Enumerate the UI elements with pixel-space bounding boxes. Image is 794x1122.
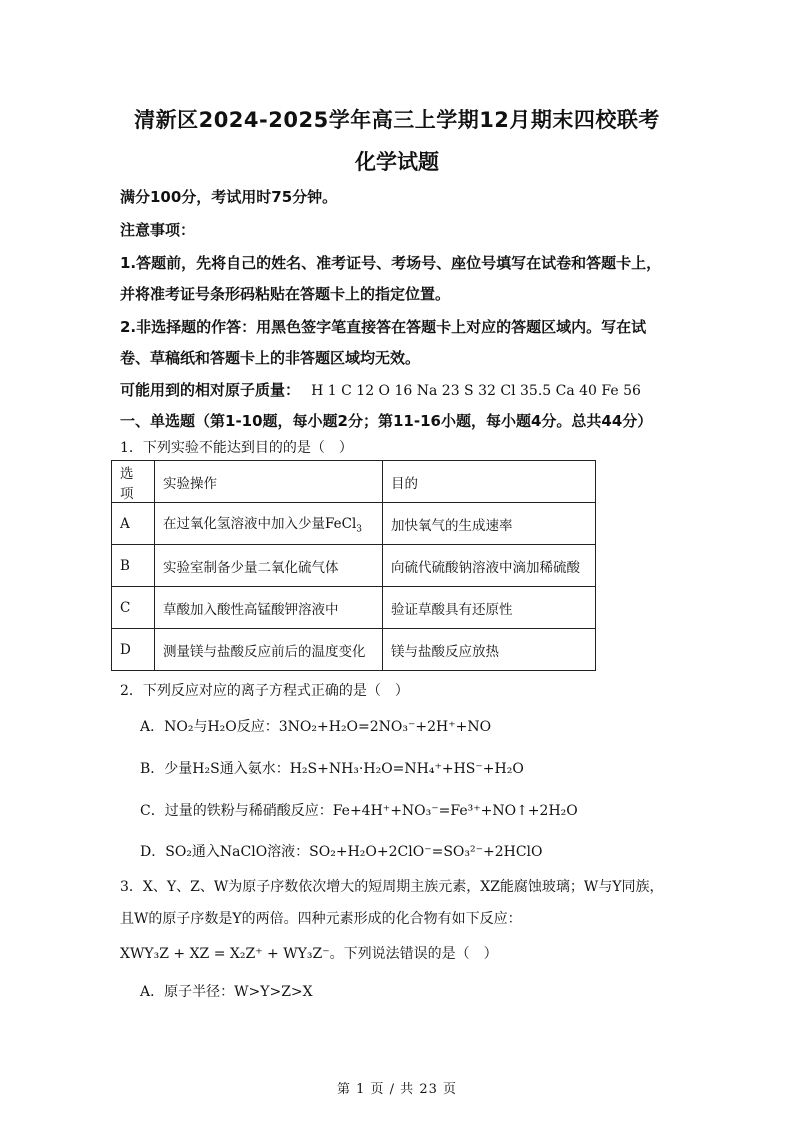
q3-option-a: A．原子半径：W>Y>Z>X [140, 984, 313, 1000]
table-row [112, 587, 596, 629]
q2-option-c: C．过量的铁粉与稀硝酸反应：Fe+4H⁺+NO₃⁻=Fe³⁺+NO↑+2H₂O [140, 803, 578, 819]
question-3-line1: 3．X、Y、Z、W为原子序数依次增大的短周期主族元素，XZ能腐蚀玻璃；W与Y同族， [120, 879, 664, 895]
row-purpose: 向硫代硫酸钠溶液中滴加稀硫酸 [383, 545, 596, 587]
header-operation: 实验操作 [155, 461, 383, 503]
atomic-mass-values: H 1 C 12 O 16 Na 23 S 32 Cl 35.5 Ca 40 Fe 56 [311, 383, 641, 399]
row-option: D [112, 629, 155, 671]
row-operation: 在过氧化氢溶液中加入少量FeCl$_3$ [155, 503, 383, 545]
notes-heading: 注意事项： [120, 221, 196, 239]
section-heading: 一、单选题（第1-10题，每小题2分；第11-16小题，每小题4分。总共44分） [120, 412, 653, 430]
header-purpose: 目的 [383, 461, 596, 503]
q2-option-a: A．NO₂与H₂O反应：3NO₂+H₂O=2NO₃⁻+2H⁺+NO [140, 719, 492, 735]
row-operation: 草酸加入酸性高锰酸钾溶液中 [155, 587, 383, 629]
score-info: 满分100分，考试用时75分钟。 [120, 188, 338, 206]
question-1-stem: 1．下列实验不能达到目的的是（ ） [120, 440, 353, 456]
note2-line1: 2.非选择题的作答：用黑色签字笔直接答在答题卡上对应的答题区域内。写在试 [120, 318, 647, 336]
row-purpose: 加快氧气的生成速率 [383, 503, 596, 545]
page-footer: 第 1 页 / 共 23 页 [337, 1082, 457, 1097]
question-2-stem: 2．下列反应对应的离子方程式正确的是（ ） [120, 683, 409, 699]
table-header-row [112, 461, 596, 503]
table-row [112, 503, 596, 545]
row-option: C [112, 587, 155, 629]
exam-subtitle: 化学试题 [355, 150, 439, 174]
row-option: A [112, 503, 155, 545]
row-purpose: 验证草酸具有还原性 [383, 587, 596, 629]
q2-option-b: B．少量H₂S通入氨水：H₂S+NH₃·H₂O=NH₄⁺+HS⁻+H₂O [140, 761, 524, 777]
atomic-mass-label: 可能用到的相对原子质量： [120, 381, 301, 399]
question-3-line3: XWY₃Z + XZ = X₂Z⁺ + WY₃Z⁻。下列说法错误的是（ ） [120, 946, 498, 962]
note2-line2: 卷、草稿纸和答题卡上的非答题区域均无效。 [120, 349, 421, 367]
row-operation: 实验室制备少量二氧化硫气体 [155, 545, 383, 587]
exam-title: 清新区2024-2025学年高三上学期12月期末四校联考 [134, 108, 660, 132]
atomic-mass-line [120, 379, 641, 400]
note1-line1: 1.答题前，先将自己的姓名、准考证号、考场号、座位号填写在试卷和答题卡上， [120, 254, 662, 272]
row-purpose: 镁与盐酸反应放热 [383, 629, 596, 671]
row-option: B [112, 545, 155, 587]
question-1-table [111, 460, 596, 671]
table-row [112, 545, 596, 587]
header-option: 选项 [112, 461, 155, 503]
q2-option-d: D．SO₂通入NaClO溶液：SO₂+H₂O+2ClO⁻=SO₃²⁻+2HClO [140, 844, 543, 860]
note1-line2: 并将准考证号条形码粘贴在答题卡上的指定位置。 [120, 285, 451, 303]
question-3-line2: 且W的原子序数是Y的两倍。四种元素形成的化合物有如下反应： [120, 911, 522, 927]
row-operation: 测量镁与盐酸反应前后的温度变化 [155, 629, 383, 671]
table-row [112, 629, 596, 671]
